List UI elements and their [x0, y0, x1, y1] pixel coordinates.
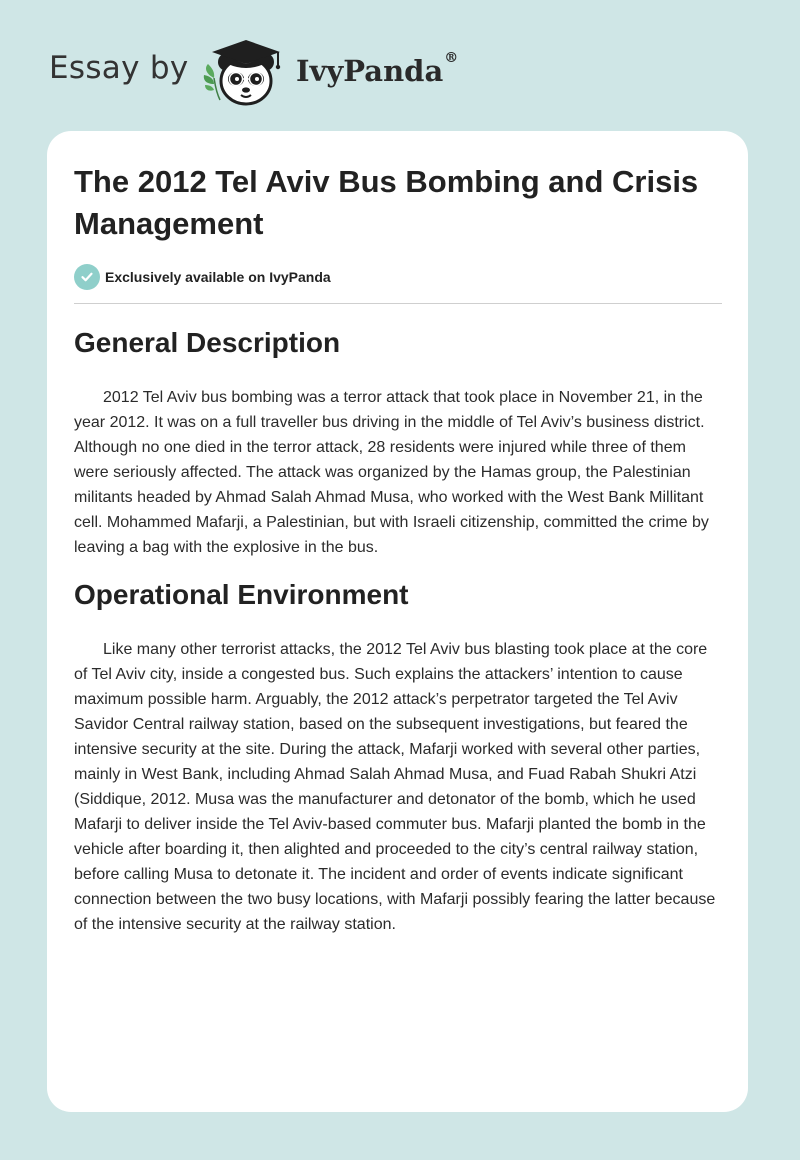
brand-name-text: IvyPanda [296, 54, 444, 88]
section-heading: General Description [74, 327, 341, 358]
title-divider [74, 303, 722, 304]
essay-by-label: Essay by [49, 50, 189, 86]
check-circle-icon [74, 264, 100, 290]
leaf-icon [204, 64, 220, 100]
panda-graduate-icon[interactable] [200, 34, 292, 110]
exclusive-badge [74, 263, 331, 291]
page-title: The 2012 Tel Aviv Bus Bombing and Crisis Management [74, 164, 699, 241]
section-heading: Operational Environment [74, 579, 409, 610]
essay-card [47, 131, 748, 1112]
registered-mark: ® [444, 50, 459, 66]
exclusive-badge-text: Exclusively available on IvyPanda [105, 269, 331, 285]
site-header [0, 0, 800, 130]
brand-name[interactable] [296, 50, 459, 88]
section-paragraph: 2012 Tel Aviv bus bombing was a terror attack that took place in November 21, in the year 2012. It was on a full traveller bus driving in the middle of Tel Aviv’s business district. Although no one died in the terror attack, 28 residents were injured while three of them were seriously affected. The attack was organized by the Hamas group, the Palestinian militants headed by Ahmad Salah Ahmad Musa, who worked with the West Bank Millitant cell. Mohammed Mafarji, a Palestinian, but with Israeli citizenship, committed the crime by leaving a bag with the explosive in the bus. [74, 389, 709, 556]
section-paragraph: Like many other terrorist attacks, the 2012 Tel Aviv bus blasting took place at the core of Tel Aviv city, inside a congested bus. Such explains the attackers’ intention to cause maximum possible harm. Arguably, the 2012 attack’s perpetrator targeted the Tel Aviv Savidor Central railway station, based on the subsequent investigations, but feared the intensive security at the site. During the attack, Mafarji worked with several other parties, mainly in West Bank, including Ahmad Salah Ahmad Musa, and Fuad Rabah Shukri Atzi (Siddique, 2012. Musa was the manufacturer and detonator of the bomb, which he used Mafarji to deliver inside the Tel Aviv-based commuter bus. Mafarji planted the bomb in the vehicle after boarding it, then alighted and proceeded to the city’s central railway station, before calling Musa to detonate it. The incident and order of events indicate significant connection between the two busy locations, with Mafarji possibly fearing the latter because of the intensive security at the railway station. [74, 641, 716, 933]
